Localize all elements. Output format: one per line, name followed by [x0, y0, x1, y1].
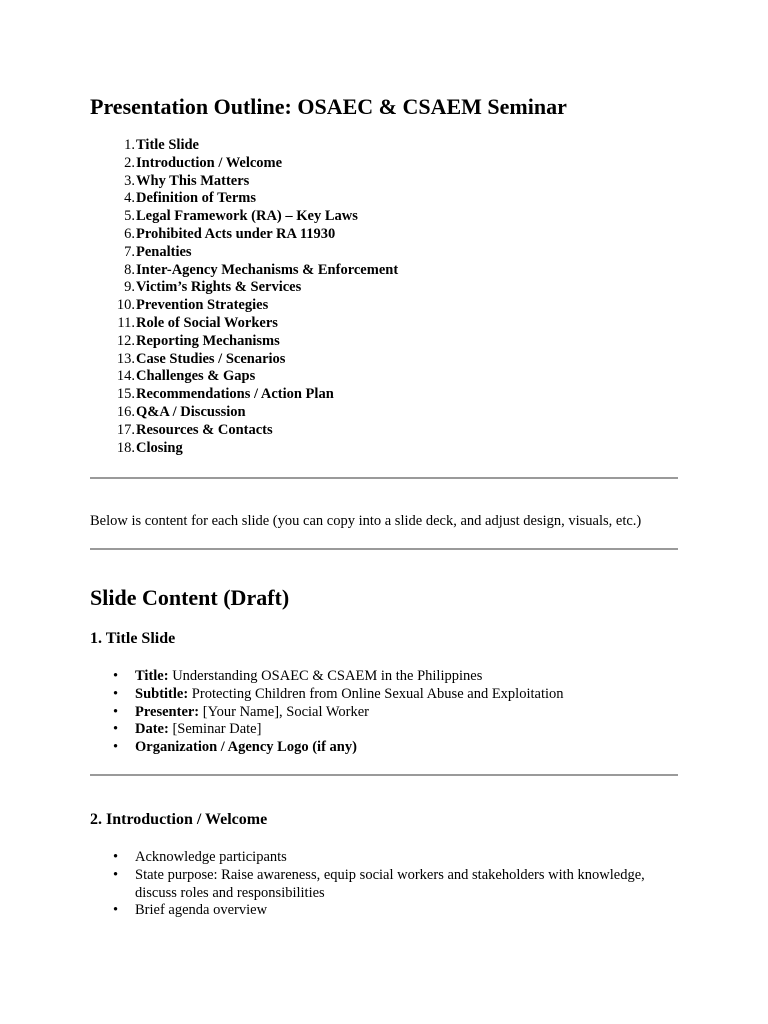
outline-item: 9. Victim’s Rights & Services — [124, 279, 302, 296]
outline-item: 4. Definition of Terms — [124, 190, 257, 207]
outline-item: 6. Prohibited Acts under RA 11930 — [124, 225, 336, 242]
outline-item: 5. Legal Framework (RA) – Key Laws — [124, 208, 358, 225]
outline-item: 11. Role of Social Workers — [117, 314, 278, 331]
bullet-icon: • — [113, 685, 119, 702]
horizontal-divider — [90, 774, 678, 776]
bullet-icon: • — [113, 668, 119, 684]
slide-content-heading: Slide Content (Draft) — [90, 585, 290, 610]
outline-item: 15. Recommendations / Action Plan — [116, 386, 334, 403]
outline-item: 2. Introduction / Welcome — [124, 154, 283, 171]
title-slide-bullets — [90, 668, 678, 757]
list-item: • Acknowledge participants — [113, 849, 287, 865]
bullet-icon: • — [113, 849, 119, 865]
list-item: • State purpose: Raise awareness, equip social workers and stakeholders with knowledge, discuss roles and responsibilities — [113, 866, 645, 901]
outline-item: 8. Inter-Agency Mechanisms & Enforcement — [124, 261, 399, 278]
outline-item: 16. Q&A / Discussion — [116, 403, 246, 420]
outline-item: 13. Case Studies / Scenarios — [116, 350, 286, 367]
outline-item: 17. Resources & Contacts — [116, 421, 273, 438]
outline-item: 1. Title Slide — [124, 137, 199, 153]
horizontal-divider — [90, 548, 678, 550]
section-heading-title-slide: 1. Title Slide — [90, 630, 176, 647]
outline-item: 12. Reporting Mechanisms — [116, 332, 280, 349]
bullet-icon: • — [113, 739, 119, 756]
outline-item: 10. Prevention Strategies — [116, 297, 269, 314]
intro-paragraph: Below is content for each slide (you can copy into a slide deck, and adjust design, visuals, etc.) — [90, 513, 642, 529]
outline-item: 3. Why This Matters — [124, 172, 250, 189]
section-heading-introduction: 2. Introduction / Welcome — [90, 811, 268, 828]
list-item: • Date: [Seminar Date] — [113, 721, 262, 738]
list-item: • Presenter: [Your Name], Social Worker — [113, 703, 369, 720]
list-item: • Organization / Agency Logo (if any) — [113, 739, 357, 756]
bullet-icon: • — [113, 866, 119, 883]
list-item: • Subtitle: Protecting Children from Online Sexual Abuse and Exploitation — [113, 685, 564, 702]
list-item: • Brief agenda overview — [113, 902, 268, 919]
outline-item: 18. Closing — [116, 439, 183, 456]
bullet-icon: • — [113, 902, 119, 919]
list-item: • Title: Understanding OSAEC & CSAEM in the Philippines — [113, 668, 483, 684]
outline-list — [90, 137, 398, 457]
bullet-icon: • — [113, 721, 119, 738]
horizontal-divider — [90, 477, 678, 479]
bullet-icon: • — [113, 703, 119, 720]
outline-title: Presentation Outline: OSAEC & CSAEM Seminar — [90, 94, 567, 119]
outline-item: 14. Challenges & Gaps — [116, 368, 256, 385]
introduction-bullets — [90, 849, 678, 920]
outline-item: 7. Penalties — [124, 243, 192, 260]
